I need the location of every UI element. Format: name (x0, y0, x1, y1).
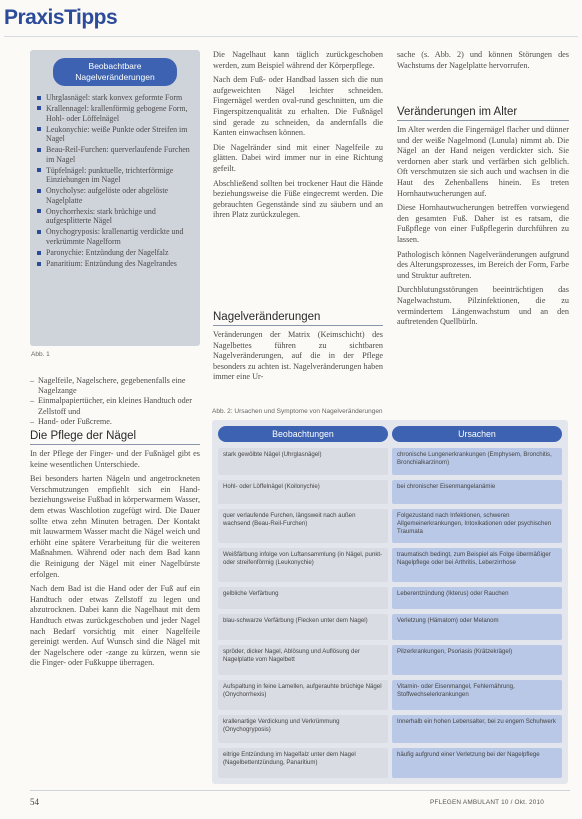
section-title-age: Veränderungen im Alter (397, 106, 569, 121)
table-cell-cause: chronische Lungenerkrankungen (Emphysem, Bronchitis, Bronchialkarzinom) (392, 448, 562, 475)
paragraph: Bei besonders harten Nägeln und angetrockneten Verschmutzungen empfiehlt sich ein Hand- beziehungsweise Fußbad in körperwarmem Wasser, dem etwas Waschlotion zugefügt wird. Die Dauer sollte etwa zehn Minuten betragen. Der Kontakt mit lauwarmem Wasser macht die Nägel weich und erhöht eine spätere Verarbeitung für die weiteren Maßnahmen. Während oder nach dem Bad kann die Reinigung der Nägel mit einer Nagelbürste erfolgen. (30, 474, 200, 579)
table-row (218, 548, 562, 582)
paragraph: Im Alter werden die Fingernägel flacher und dünner und der weiße Nagelmond (Lunula) nimmt ab. Die Nägel an der Hand neigen verdickter sich. Sie verdornen aber stark und verfärben sich gelblich. Oft verschmutzen sie sich auch und wachsen in die Haut des Zehenballens hinein. Es treten Hornhautwucherungen auf. (397, 125, 569, 198)
observations-box (30, 50, 200, 346)
figure-caption-1: Abb. 1 (31, 351, 50, 358)
table-cell-cause: häufig aufgrund einer Verletzung bei der Nagelpflege (392, 748, 562, 778)
section-title-changes: Nagelveränderungen (213, 311, 383, 326)
table-row (218, 645, 562, 675)
section-brand: PraxisTipps (4, 6, 118, 29)
list-item: Leukonychie: weiße Punkte oder Streifen im Nagel (36, 125, 196, 144)
table-row (218, 587, 562, 609)
table-cell-cause: Pilzerkrankungen, Psoriasis (Krätzekrägel) (392, 645, 562, 675)
column-header-causes: Ursachen (392, 426, 562, 442)
paragraph: Die Nagelränder sind mit einer Nagelfeile zu glätten. Dabei wird immer nur in eine Richtung gefeilt. (213, 142, 383, 173)
list-item: Paronychie: Entzündung der Nagelfalz (36, 248, 196, 258)
list-item: Krallennagel: krallenförmig gebogene Form, Hohl- oder Löffelnägel (36, 104, 196, 123)
table-cell-observation: gelbliche Verfärbung (218, 587, 388, 609)
figure-caption-2: Abb. 2: Ursachen und Symptome von Nagelveränderungen (212, 408, 383, 415)
care-text-continued (213, 50, 383, 225)
paragraph: Diese Hornhautwucherungen betreffen vorwiegend den gesamten Fuß. Daher ist es ratsam, die Fußpflege von einer Fußpflegerin durchführen zu lassen. (397, 203, 569, 244)
list-item: Uhrglasnägel: stark konvex geformte Form (36, 93, 196, 103)
list-item: – Hand- oder Fußcreme. (30, 417, 200, 427)
table-row (218, 509, 562, 543)
journal-name: PFLEGEN AMBULANT 10 / Okt. 2010 (430, 799, 545, 806)
table-cell-cause: traumatisch bedingt, zum Beispiel als Folge übermäßiger Nagelpflege oder bei Arthritis, Leberzirrhose (392, 548, 562, 582)
paragraph: Durchblutungsstörungen beeinträchtigen das Nagelwachstum. Pilzinfektionen, die zu vermindertem Längenwachstum und an den auftretenden Quellbürln. (397, 285, 569, 327)
footer-rule (30, 790, 570, 791)
table-cell-observation: Weißfärbung infolge von Luftansammlung (in Nägel, punkt- oder streifenförmig (Leukonychie) (218, 548, 388, 582)
paragraph: Pathologisch können Nagelveränderungen aufgrund des Alterungsprozesses, im Bereich der Form, Farbe und Struktur auftreten. (397, 249, 569, 280)
list-item: Tüpfelnägel: punktuelle, trichterförmige Einziehungen im Nagel (36, 166, 196, 185)
table-cell-cause: Verletzung (Hämatom) oder Melanom (392, 614, 562, 640)
table-cell-observation: eitrige Entzündung im Nagelfalz unter dem Nagel (Nagelbettentzündung, Panaritium) (218, 748, 388, 778)
paragraph: Abschließend sollten bei trockener Haut die Hände beziehungsweise die Füße eingecremt werden. Die gebrauchten Gegenstände sind zu säubern und an ihren Platz zurückzulegen. (213, 178, 383, 220)
table-cell-cause: Vitamin- oder Eisenmangel, Fehlernährung, Stoffwechselerkrankungen (392, 680, 562, 710)
table-row (218, 614, 562, 640)
table-cell-observation: krallenartige Verdickung und Verkrümmung (Onychogryposis) (218, 715, 388, 743)
table-cell-cause: bei chronischer Eisenmangelanämie (392, 480, 562, 504)
supplies-list (30, 376, 200, 427)
paragraph: Nach dem Fuß- oder Handbad lassen sich die nun aufgeweichten Nägel leichter schneiden. Fingernägel werden oval-rund geschnitten, um die Fingerspitzenqualität zu erhalten. Die Fußnägel sind gerade zu schneiden, da andernfalls die Kanten einwachsen können. (213, 75, 383, 138)
observations-box-title: Beobachtbare Nagelveränderungen (53, 58, 177, 86)
table-cell-cause: Leberentzündung (Ikterus) oder Rauchen (392, 587, 562, 609)
column-header-observations: Beobachtungen (218, 426, 388, 442)
table-row (218, 748, 562, 778)
paragraph: In der Pflege der Finger- und der Fußnägel gibt es keine wesentlichen Unterschiede. (30, 449, 200, 469)
page-header (0, 0, 582, 42)
paragraph: Die Nagelhaut kann täglich zurückgeschoben werden, zum Beispiel während der Körperpflege. (213, 50, 383, 70)
age-text (397, 125, 569, 332)
table-row (218, 680, 562, 710)
table-cell-observation: stark gewölbte Nägel (Uhrglasnägel) (218, 448, 388, 475)
list-item: Panaritium: Entzündung des Nagelrandes (36, 259, 196, 269)
list-item: – Einmalpapiertücher, ein kleines Handtuch oder Zellstoff und (30, 396, 200, 416)
changes-text: Veränderungen der Matrix (Keimschicht) des Nagelbettes führen zu sichtbaren Nagelveränderungen, auf die in der Pflege besonders zu achten ist. Nagelveränderungen haben immer eine Ur- (213, 330, 383, 382)
causes-table (212, 420, 568, 784)
section-title-care: Die Pflege der Nägel (30, 430, 200, 445)
table-row (218, 448, 562, 475)
table-cell-observation: blau-schwarze Verfärbung (Flecken unter dem Nagel) (218, 614, 388, 640)
table-cell-observation: spröder, dicker Nagel, Ablösung und Auflösung der Nagelplatte vom Nagelbett (218, 645, 388, 675)
page-number: 54 (30, 797, 39, 807)
list-item: Onychogryposis: krallenartig verdickte und verkrümmte Nagelform (36, 227, 196, 246)
list-item: Onycholyse: aufgelöste oder abgelöste Nagelplatte (36, 186, 196, 205)
table-cell-observation: Hohl- oder Löffelnägel (Koilonychie) (218, 480, 388, 504)
table-row (218, 715, 562, 743)
observations-list (36, 93, 196, 270)
care-text (30, 449, 200, 673)
table-cell-observation: Aufspaltung in feine Lamellen, aufgerauhte brüchige Nägel (Onychorrhexis) (218, 680, 388, 710)
list-item: – Nagelfeile, Nagelschere, gegebenenfalls eine Nagelzange (30, 376, 200, 396)
table-cell-observation: quer verlaufende Furchen, längsweit nach außen wachsend (Beau-Reil-Furchen) (218, 509, 388, 543)
list-item: Beau-Reil-Furchen: querverlaufende Furchen im Nagel (36, 145, 196, 164)
changes-text-continued: sache (s. Abb. 2) und können Störungen des Wachstums der Nagelplatte hervorrufen. (397, 50, 569, 70)
table-row (218, 480, 562, 504)
paragraph: Nach dem Bad ist die Hand oder der Fuß auf ein Handtuch oder etwas Zellstoff zu legen und abzutrocknen. Dabei kann die Nagelhaut mit dem Handtuch etwas zurückgeschoben und jeder Nagel nach Bedarf vorsichtig mit einer Nagelfeile gereinigt werden. Auf Wunsch sind die Nägel mit der Nagelschere oder -zange zu kürzen, wenn sie die Finger- oder Fußkuppe überragen. (30, 584, 200, 668)
list-item: Onychorrhexis: stark brüchige und aufgesplitterte Nägel (36, 207, 196, 226)
table-cell-cause: Folgezustand nach Infektionen, schweren Allgemeinerkrankungen, Intoxikationen oder psychischen Traumata (392, 509, 562, 543)
table-cell-cause: Innerhalb ein hohen Lebensalter, bei zu engem Schuhwerk (392, 715, 562, 743)
header-rule (4, 36, 578, 37)
